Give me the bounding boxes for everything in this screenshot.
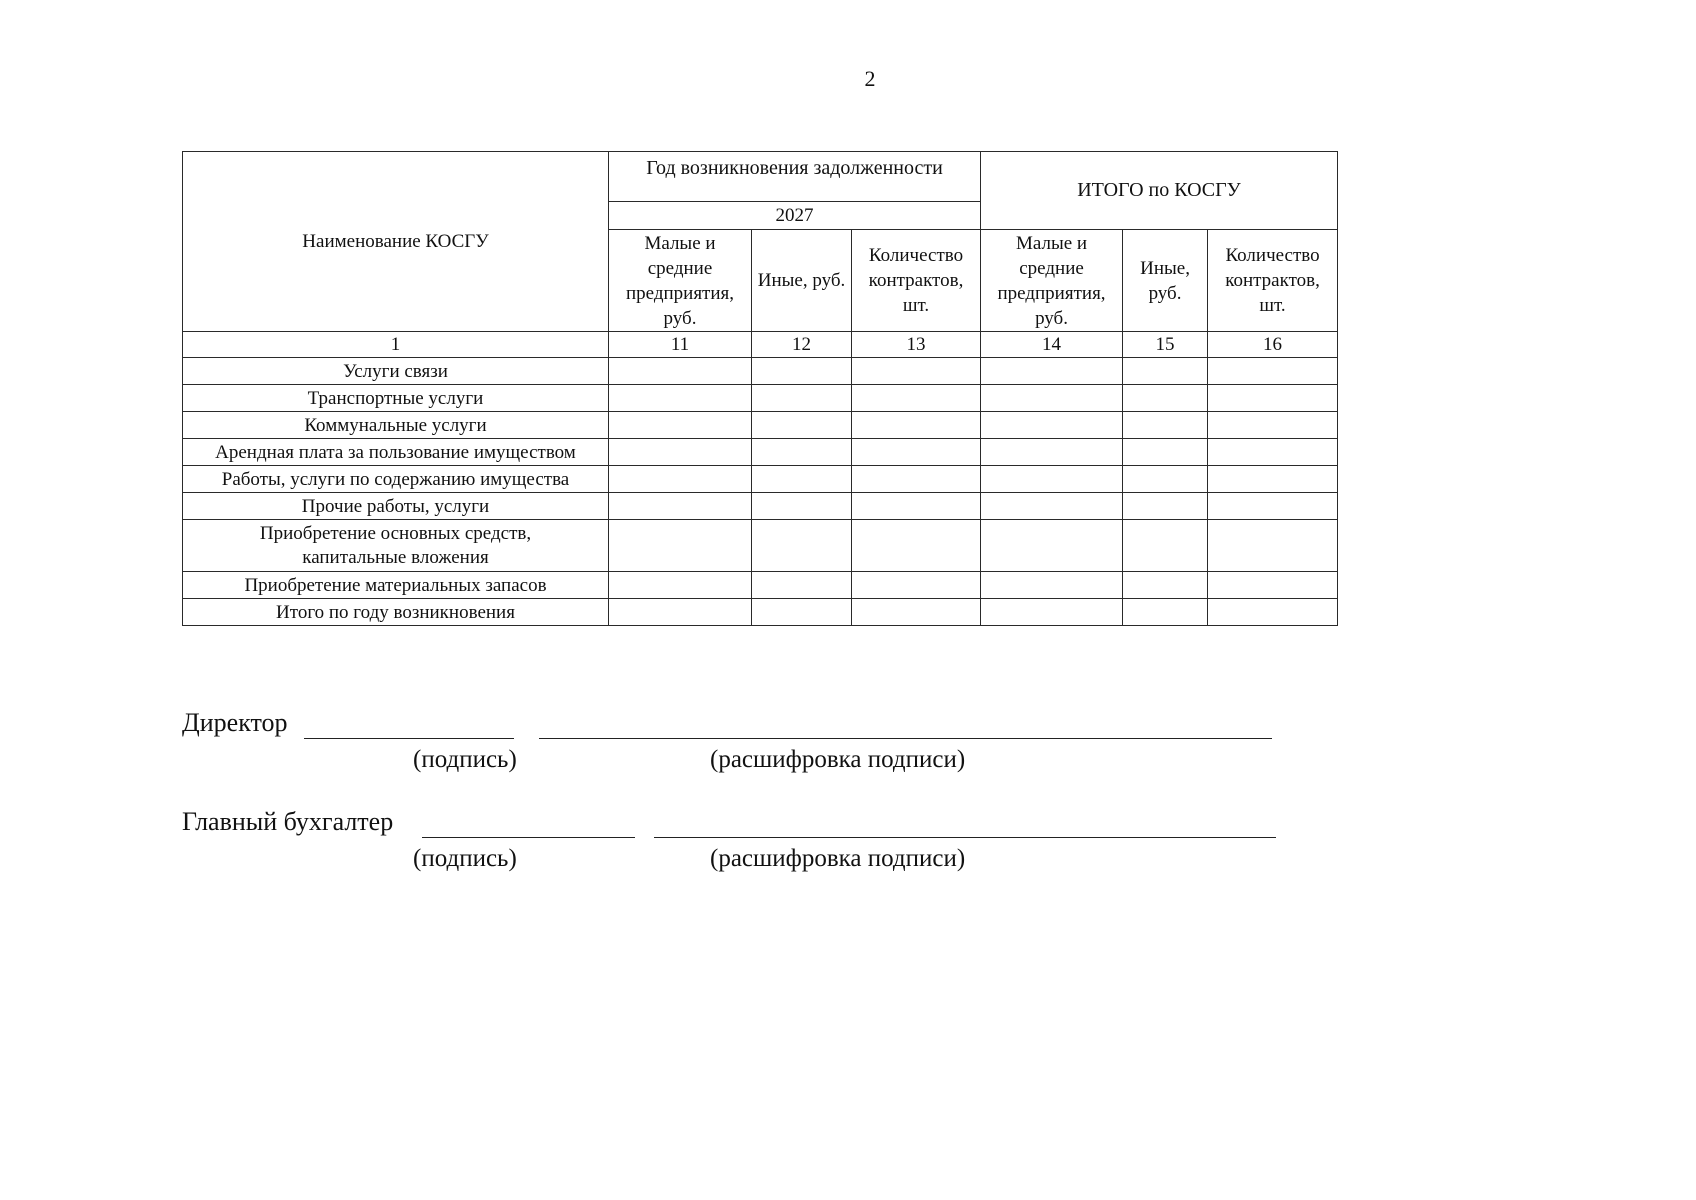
table-row-total [183,599,1338,626]
row-label: Итого по году возникновения [183,599,609,626]
table-cell[interactable] [1123,385,1208,412]
row-label: Транспортные услуги [183,385,609,412]
director-signature-block [182,708,1382,773]
director-name-field[interactable] [539,708,1272,739]
table-row [183,358,1338,385]
header-contracts-total: Количество контрактов, шт. [1208,230,1338,332]
page-number: 2 [864,66,876,91]
row-label: Приобретение материальных запасов [183,572,609,599]
table-cell[interactable] [1208,358,1338,385]
table-cell[interactable] [609,439,752,466]
row-label: Прочие работы, услуги [183,493,609,520]
header-other-total: Иные, руб. [1123,230,1208,332]
chief-accountant-name-field[interactable] [654,807,1276,838]
column-number: 14 [981,332,1123,358]
header-year: 2027 [609,202,981,230]
column-number: 12 [752,332,852,358]
table-cell[interactable] [1123,520,1208,572]
table-cell[interactable] [752,385,852,412]
column-number: 16 [1208,332,1338,358]
table-cell[interactable] [852,599,981,626]
table-cell[interactable] [852,466,981,493]
chief-accountant-label: Главный бухгалтер [182,807,394,836]
table-cell[interactable] [752,520,852,572]
table-cell[interactable] [752,572,852,599]
table-cell[interactable] [609,520,752,572]
table-cell[interactable] [1208,385,1338,412]
row-label: Коммунальные услуги [183,412,609,439]
table-cell[interactable] [1208,572,1338,599]
column-number: 13 [852,332,981,358]
table-cell[interactable] [1208,493,1338,520]
table-cell[interactable] [1208,466,1338,493]
table-cell[interactable] [609,466,752,493]
header-year-group: Год возникновения задолженности [609,152,981,202]
kosgu-debt-table [182,151,1338,626]
table-cell[interactable] [981,493,1123,520]
header-total-group: ИТОГО по КОСГУ [981,152,1338,230]
table-cell[interactable] [852,572,981,599]
table-cell[interactable] [609,412,752,439]
row-label: Арендная плата за пользование имуществом [183,439,609,466]
column-number: 11 [609,332,752,358]
table-cell[interactable] [981,572,1123,599]
table-cell[interactable] [752,358,852,385]
row-label: Приобретение основных средств, капитальные вложения [183,520,609,572]
table-cell[interactable] [1208,599,1338,626]
header-kosgu-name: Наименование КОСГУ [183,152,609,332]
director-label: Директор [182,708,288,737]
column-number: 15 [1123,332,1208,358]
table-row [183,439,1338,466]
table-cell[interactable] [981,466,1123,493]
table-cell[interactable] [1123,412,1208,439]
table-cell[interactable] [852,358,981,385]
table-cell[interactable] [981,385,1123,412]
table-cell[interactable] [1123,358,1208,385]
table-cell[interactable] [609,385,752,412]
column-number: 1 [183,332,609,358]
table-cell[interactable] [752,439,852,466]
table-row [183,572,1338,599]
table-cell[interactable] [981,358,1123,385]
table-cell[interactable] [852,493,981,520]
decoding-caption: (расшифровка подписи) [710,845,966,872]
table-cell[interactable] [752,599,852,626]
table-cell[interactable] [1208,412,1338,439]
table-cell[interactable] [981,520,1123,572]
table-cell[interactable] [852,412,981,439]
table-cell[interactable] [981,412,1123,439]
column-number-row [183,332,1338,358]
table-cell[interactable] [1208,439,1338,466]
table-cell[interactable] [609,599,752,626]
table-cell[interactable] [1123,572,1208,599]
table-cell[interactable] [981,439,1123,466]
signature-caption: (подпись) [413,746,517,773]
table-cell[interactable] [981,599,1123,626]
table-cell[interactable] [1208,520,1338,572]
table-row [183,520,1338,572]
table-cell[interactable] [1123,439,1208,466]
table-cell[interactable] [752,412,852,439]
chief-accountant-signature-block [182,807,1382,872]
signature-caption: (подпись) [413,845,517,872]
row-label: Работы, услуги по содержанию имущества [183,466,609,493]
table-cell[interactable] [1123,466,1208,493]
table-cell[interactable] [609,493,752,520]
header-other-year: Иные, руб. [752,230,852,332]
table-row [183,493,1338,520]
table-row [183,412,1338,439]
table-row [183,385,1338,412]
table-cell[interactable] [852,520,981,572]
table-row [183,466,1338,493]
header-sme-year: Малые и средние предприятия, руб. [609,230,752,332]
row-label: Услуги связи [183,358,609,385]
decoding-caption: (расшифровка подписи) [710,746,966,773]
table-cell[interactable] [1123,493,1208,520]
chief-accountant-signature-field[interactable] [422,807,635,838]
table-cell[interactable] [852,439,981,466]
director-signature-field[interactable] [304,708,514,739]
header-sme-total: Малые и средние предприятия, руб. [981,230,1123,332]
table-cell[interactable] [752,466,852,493]
table-cell[interactable] [1123,599,1208,626]
table-cell[interactable] [852,385,981,412]
header-contracts-year: Количество контрактов, шт. [852,230,981,332]
table-cell[interactable] [609,358,752,385]
table-cell[interactable] [752,493,852,520]
table-cell[interactable] [609,572,752,599]
